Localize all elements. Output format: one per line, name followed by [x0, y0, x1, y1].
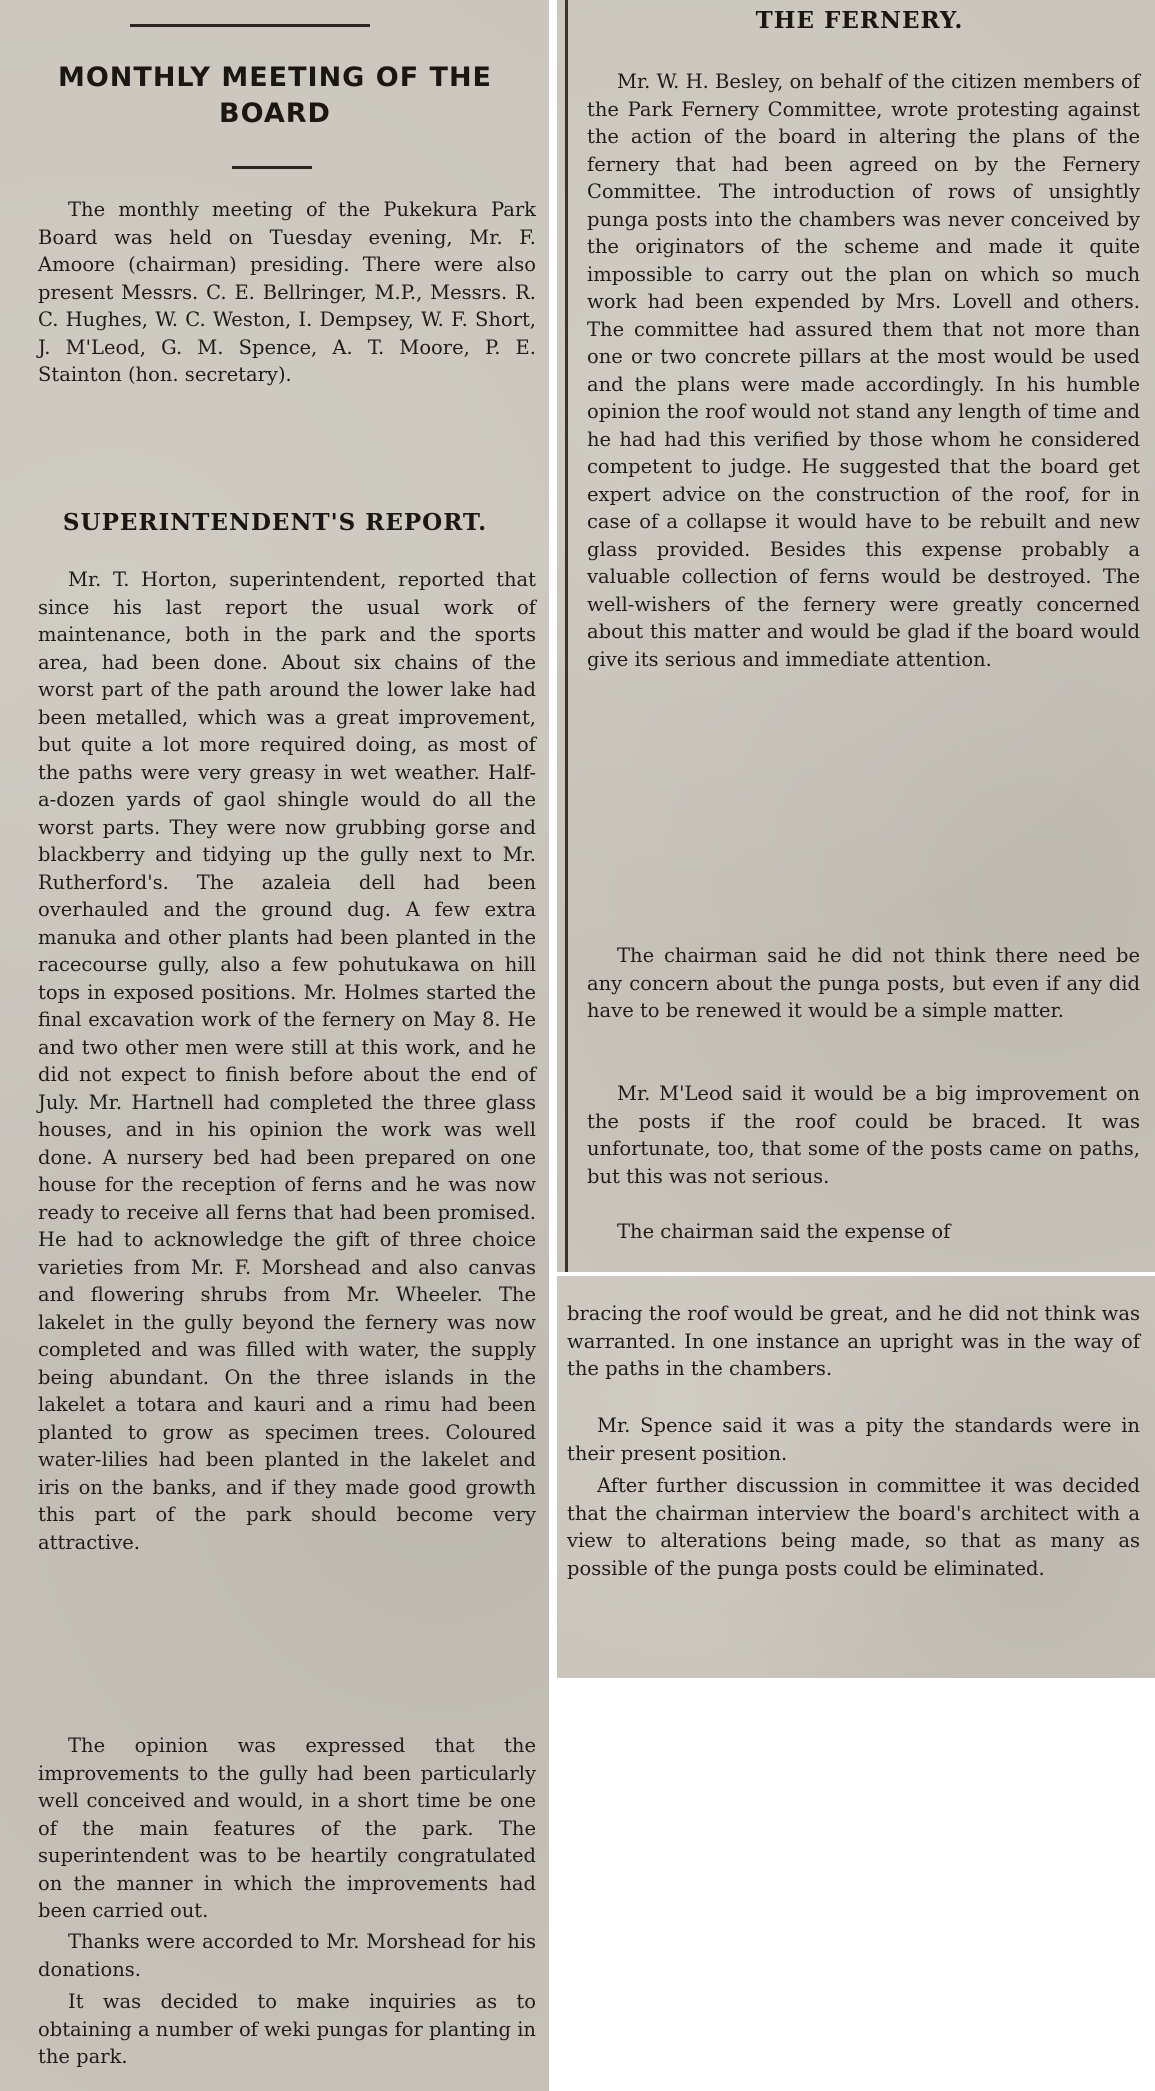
top-rule: [130, 24, 370, 27]
column-rule: [565, 0, 568, 1272]
headline: MONTHLY MEETING OF THE BOARD: [57, 62, 492, 129]
report-paragraph-2: The opinion was expressed that the improvements to the gully had been particularly well conceived and would, in a short time be one of the main features of the park. The superintendent was to be heartily congratulated on the manner in which the improvements had been carried out.: [38, 1734, 536, 1922]
continuation-paragraph-3: After further discussion in committee it was decided that the chairman interview the board's architect with a view to alterations being made, so that as many as possible of the punga posts could be eliminated.: [567, 1474, 1140, 1580]
intro-paragraph: The monthly meeting of the Pukekura Park Board was held on Tuesday evening, Mr. F. Amoore (chairman) presiding. There were also present Messrs. C. E. Bellringer, M.P., Messrs. R. C. Hughes, W. C. Weston, I. Dempsey, W. F. Short, J. M'Leod, G. M. Spence, A. T. Moore, P. E. Stainton (hon. secretary).: [38, 198, 536, 386]
headline-divider: [232, 166, 312, 169]
report-paragraph-3: Thanks were accorded to Mr. Morshead for his donations.: [38, 1930, 536, 1981]
continuation-paragraph-2: Mr. Spence said it was a pity the standards were in their present position.: [567, 1414, 1140, 1465]
fernery-paragraph-4: The chairman said the expense of: [617, 1220, 951, 1243]
report-paragraph-1: Mr. T. Horton, superintendent, reported that since his last report the usual work of maintenance, both in the park and the sports area, had been done. About six chains of the worst part of the path around the lower lake had been metalled, which was a great improvement, but quite a lot more required doing, as most of the paths were very greasy in wet weather. Half-a-dozen yards of gaol shingle would do all the worst parts. They were now grubbing gorse and blackberry and tidying up the gully next to Mr. Rutherford's. The azaleia dell had been overhauled and the ground dug. A few extra manuka and other plants had been planted in the racecourse gully, also a few pohutukawa on hill tops in exposed positions. Mr. Holmes started the final excavation work of the fernery on May 8. He and two other men were still at this work, and he did not expect to finish before about the end of July. Mr. Hartnell had completed the three glass houses, and in his opinion the work was well done. A nursery bed had been prepared on one house for the reception of ferns and he was now ready to receive all ferns that had been promised. He had to acknowledge the gift of three choice varieties from Mr. F. Morshead and also canvas and flowering shrubs from Mr. Wheeler. The lakelet in the gully beyond the fernery was now completed and was filled with water, the supply being abundant. On the three islands in the lakelet a totara and kauri and a rimu had been planted to grow as specimen trees. Coloured water-lilies had been planted in the lakelet and iris on the banks, and if they made good growth this part of the park should become very attractive.: [38, 568, 536, 1554]
continuation-paragraph-1: bracing the roof would be great, and he did not think was warranted. In one instance an upright was in the way of the paths in the chambers.: [567, 1302, 1140, 1380]
left-clipping: [0, 0, 549, 2091]
right-bottom-clipping: [557, 1276, 1155, 1678]
fernery-paragraph-2: The chairman said he did not think there need be any concern about the punga posts, but even if any did have to be renewed it would be a simple matter.: [587, 944, 1140, 1022]
fernery-heading: THE FERNERY.: [755, 7, 964, 34]
report-paragraph-4: It was decided to make inquiries as to obtaining a number of weki pungas for planting in the park.: [38, 1990, 536, 2068]
fernery-paragraph-1: Mr. W. H. Besley, on behalf of the citizen members of the Park Fernery Committee, wrote protesting against the action of the board in altering the plans of the fernery that had been agreed on by the Fernery Committee. The introduction of rows of unsightly punga posts into the chambers was never conceived by the originators of the scheme and made it quite impossible to carry out the plan on which so much work had been expended by Mrs. Lovell and others. The committee had assured them that not more than one or two concrete pillars at the most would be used and the plans were made accordingly. In his humble opinion the roof would not stand any length of time and he had had this verified by those whom he considered competent to judge. He suggested that the board get expert advice on the construction of the roof, for in case of a collapse it would have to be rebuilt and new glass provided. Besides this expense probably a valuable collection of ferns would be destroyed. The well-wishers of the fernery were greatly concerned about this matter and would be glad if the board would give its serious and immediate attention.: [587, 70, 1140, 671]
superintendent-report-heading: SUPERINTENDENT'S REPORT.: [62, 509, 488, 536]
right-top-clipping: [557, 0, 1155, 1272]
fernery-paragraph-3: Mr. M'Leod said it would be a big improvement on the posts if the roof could be braced. It was unfortunate, too, that some of the posts came on paths, but this was not serious.: [587, 1082, 1140, 1188]
